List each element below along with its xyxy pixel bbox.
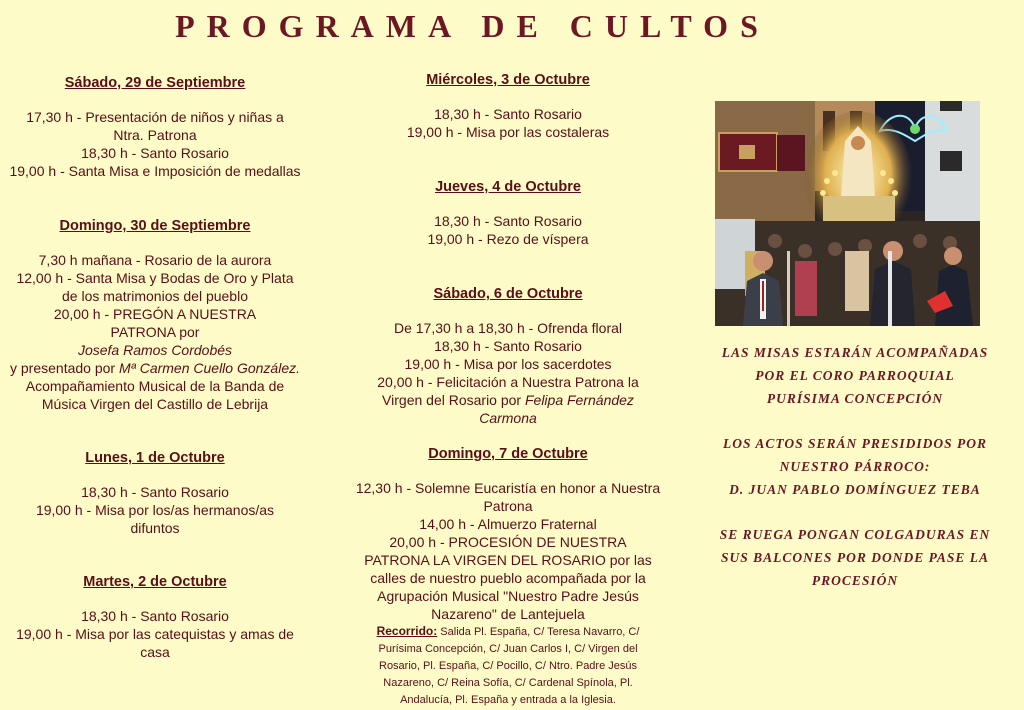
day-heading: Jueves, 4 de Octubre [435, 179, 581, 195]
event-line: 20,00 h - PROCESIÓN DE NUESTRA [389, 534, 627, 550]
day-heading: Lunes, 1 de Octubre [85, 450, 225, 466]
route-line: Purísima Concepción, C/ Juan Carlos I, C/ Virgen del [378, 643, 638, 655]
day-heading: Miércoles, 3 de Octubre [426, 72, 590, 88]
event-line: 17,30 h - Presentación de niños y niñas a [26, 109, 284, 125]
event-line: De 17,30 h a 18,30 h - Ofrenda floral [393, 320, 623, 336]
event-line: 20,00 h - Felicitación a Nuestra Patrona la [377, 374, 639, 390]
event-line: 18,30 h - Santo Rosario [81, 484, 229, 500]
event-line: 18,30 h - Santo Rosario [434, 213, 582, 229]
event-line: difuntos [130, 520, 180, 536]
day-jueves-4 [352, 178, 664, 248]
event-line: 18,30 h - Santo Rosario [81, 145, 229, 161]
day-heading: Sábado, 29 de Septiembre [64, 75, 246, 91]
route-line [352, 623, 664, 641]
event-line: 19,00 h - Misa por los sacerdotes [404, 356, 612, 372]
notice-line: PURÍSIMA CONCEPCIÓN [766, 391, 944, 406]
notice-priest [700, 432, 1010, 501]
event-line: 14,00 h - Almuerzo Fraternal [419, 516, 597, 532]
event-line: casa [140, 644, 170, 660]
day-heading: Domingo, 30 de Septiembre [59, 218, 251, 234]
presenter-prefix: y presentado por [10, 360, 119, 376]
day-domingo-7 [352, 445, 664, 709]
event-line: 19,00 h - Santa Misa e Imposición de medallas [9, 163, 301, 179]
day-heading: Sábado, 6 de Octubre [433, 286, 583, 302]
event-line: calles de nuestro pueblo acompañada por la [370, 570, 646, 586]
day-domingo-30 [5, 217, 305, 413]
notices-column [700, 341, 1010, 592]
congratulation-prefix: Virgen del Rosario por [382, 392, 525, 408]
day-miercoles-3 [352, 71, 664, 141]
route-line: Nazareno, C/ Reina Sofía, C/ Cardenal Spínola, Pl. [383, 677, 633, 689]
route-label: Recorrido: [376, 624, 438, 638]
event-line: de los matrimonios del pueblo [62, 288, 248, 304]
route-text: Salida Pl. España, C/ Teresa Navarro, C/ [437, 626, 640, 638]
procession-photo [715, 101, 980, 326]
notice-balconies [700, 523, 1010, 592]
event-line: Música Virgen del Castillo de Lebrija [41, 396, 269, 412]
event-line: 19,00 h - Misa por las costaleras [406, 124, 610, 140]
event-line: Nazareno" de Lantejuela [431, 606, 585, 622]
route-line: Rosario, Pl. España, C/ Pocillo, C/ Ntro. Padre Jesús [379, 660, 637, 672]
event-line: 12,00 h - Santa Misa y Bodas de Oro y Plata [16, 270, 294, 286]
event-line: 20,00 h - PREGÓN A NUESTRA [53, 306, 257, 322]
notice-line: POR EL CORO PARROQUIAL [755, 368, 955, 383]
notice-line: D. JUAN PABLO DOMÍNGUEZ TEBA [729, 482, 981, 497]
event-line: Patrona [483, 498, 533, 514]
congratulation-name: Felipa Fernández Carmona [479, 392, 634, 426]
notice-line: LAS MISAS ESTARÁN ACOMPAÑADAS [721, 345, 989, 360]
event-line [352, 391, 664, 427]
day-sabado-6 [352, 285, 664, 427]
event-line: 19,00 h - Rezo de víspera [427, 231, 589, 247]
presenter-name: Mª Carmen Cuello González. [118, 360, 300, 376]
event-line: 7,30 h mañana - Rosario de la aurora [38, 252, 272, 268]
page-title: PROGRAMA DE CULTOS [175, 8, 770, 44]
day-heading: Martes, 2 de Octubre [83, 574, 227, 590]
event-line: 12,30 h - Solemne Eucaristía en honor a Nuestra [355, 480, 661, 496]
event-line: PATRONA LA VIRGEN DEL ROSARIO por las [364, 552, 652, 568]
notice-line: NUESTRO PÁRROCO: [779, 459, 931, 474]
notice-line: PROCESIÓN [811, 573, 899, 588]
event-line: 18,30 h - Santo Rosario [434, 106, 582, 122]
event-line: 18,30 h - Santo Rosario [434, 338, 582, 354]
event-line: Acompañamiento Musical de la Banda de [25, 378, 285, 394]
column-left [5, 0, 305, 710]
notice-line: SUS BALCONES POR DONDE PASE LA [721, 550, 989, 565]
event-line: 18,30 h - Santo Rosario [81, 608, 229, 624]
event-line: 19,00 h - Misa por los/as hermanos/as [35, 502, 275, 518]
day-sabado-29 [5, 74, 305, 180]
day-lunes-1 [5, 449, 305, 537]
speaker-name: Josefa Ramos Cordobés [77, 342, 233, 358]
event-line [5, 359, 305, 377]
notice-choir [700, 341, 1010, 410]
event-line: Ntra. Patrona [113, 127, 197, 143]
day-heading: Domingo, 7 de Octubre [428, 446, 588, 462]
column-middle [352, 0, 664, 710]
route-line: Andalucía, Pl. España y entrada a la Iglesia. [400, 694, 616, 706]
notice-line: LOS ACTOS SERÁN PRESIDIDOS POR [722, 436, 988, 451]
event-line: 19,00 h - Misa por las catequistas y amas de [16, 626, 294, 642]
event-line: Agrupación Musical "Nuestro Padre Jesús [377, 588, 639, 604]
day-martes-2 [5, 573, 305, 661]
event-line: PATRONA por [110, 324, 200, 340]
notice-line: SE RUEGA PONGAN COLGADURAS EN [719, 527, 991, 542]
